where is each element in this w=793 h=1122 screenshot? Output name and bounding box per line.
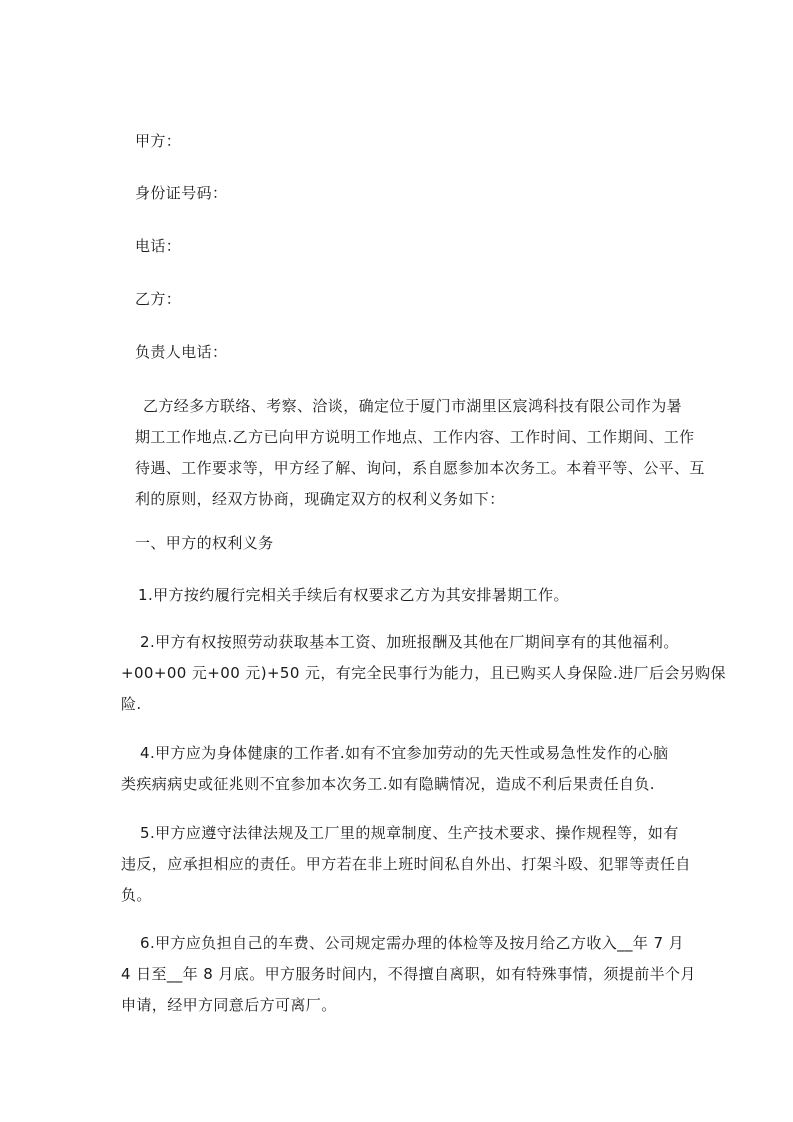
clause-6 bbox=[121, 928, 696, 1021]
clause-1 bbox=[135, 580, 675, 611]
party-a-label: 甲方： bbox=[135, 132, 182, 150]
intro-line: 期工工作地点.乙方已向甲方说明工作地点、工作内容、工作时间、工作期间、工作 bbox=[135, 428, 695, 446]
id-number-label: 身份证号码： bbox=[135, 184, 228, 202]
manager-phone-label: 负责人电话： bbox=[135, 343, 228, 361]
clause-line: 险. bbox=[121, 695, 142, 713]
intro-line: 待遇、工作要求等，甲方经了解、询问，系自愿参加本次务工。本着平等、公平、互 bbox=[135, 459, 705, 477]
clause-line: 5.甲方应遵守法律法规及工厂里的规章制度、生产技术要求、操作规程等，如有 bbox=[140, 824, 679, 842]
clause-line: 2.甲方有权按照劳动获取基本工资、加班报酬及其他在厂期间享有的其他福利。 bbox=[140, 633, 679, 651]
intro-line: 乙方经多方联络、考察、洽谈，确定位于厦门市湖里区宸鸿科技有限公司作为暑 bbox=[143, 397, 683, 415]
intro-line: 利的原则，经双方协商，现确定双方的权利义务如下： bbox=[135, 490, 505, 508]
clause-line: 负。 bbox=[121, 886, 152, 904]
clause-line: 违反，应承担相应的责任。甲方若在非上班时间私自外出、打架斗殴、犯罪等责任自 bbox=[121, 855, 691, 873]
clause-2 bbox=[121, 627, 726, 720]
clause-line: 4.甲方应为身体健康的工作者.如有不宜参加劳动的先天性或易急性发作的心脑 bbox=[140, 744, 669, 762]
clause-line: 4 日至__年 8 月底。甲方服务时间内，不得擅自离职，如有特殊事情，须提前半个月 bbox=[121, 965, 696, 983]
clause-5 bbox=[121, 818, 691, 911]
clause-line: 1.甲方按约履行完相关手续后有权要求乙方为其安排暑期工作。 bbox=[138, 586, 569, 604]
section-heading: 一、甲方的权利义务 bbox=[135, 534, 274, 552]
clause-line: +00+00 元+00 元)+50 元，有完全民事行为能力，且已购买人身保险.进厂后会另购保 bbox=[121, 664, 726, 682]
clause-line: 申请，经甲方同意后方可离厂。 bbox=[121, 996, 337, 1014]
intro-paragraph bbox=[135, 391, 705, 515]
clause-line: 类疾病病史或征兆则不宜参加本次务工.如有隐瞒情况，造成不利后果责任自负. bbox=[121, 775, 655, 793]
party-b-label: 乙方： bbox=[135, 290, 182, 308]
clause-4 bbox=[121, 738, 675, 800]
phone-label: 电话： bbox=[135, 237, 182, 255]
clause-line: 6.甲方应负担自己的车费、公司规定需办理的体检等及按月给乙方收入__年 7 月 bbox=[140, 934, 684, 952]
